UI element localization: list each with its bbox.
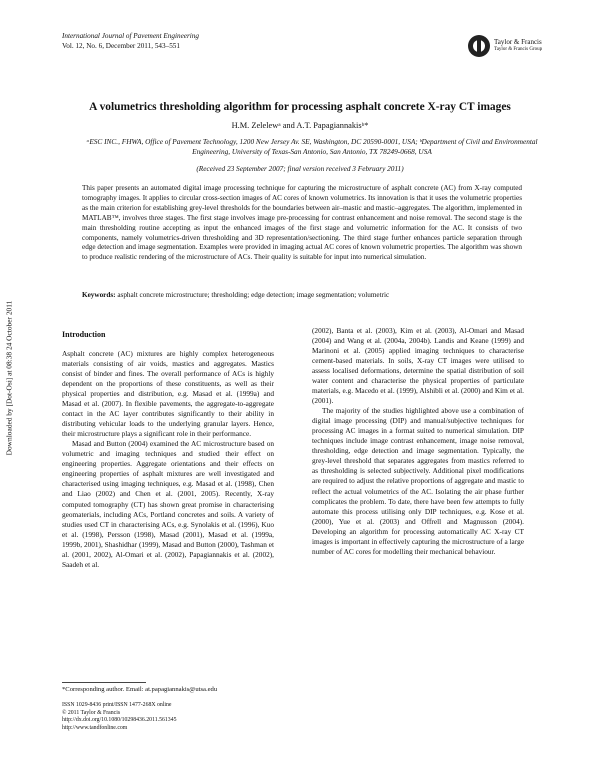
- paragraph: Asphalt concrete (AC) mixtures are highly complex heterogeneous materials consisting of air voids, mastics and aggregates. Mastics consist of binder and fines. The overall performance of ACs is highly dependent on the proportions of these constituents, as well as their physical properties and distribution, e.g. Masad et al. (1999a) and Masad et al. (2007). In flexible pavements, the aggregate-to-aggregate contact in the AC layer contributes significantly to their ability in distributing vehicular loads to the underlying granular layers. Hence, their microstructure plays a significant role in their performance.: [62, 349, 274, 439]
- copyright: © 2011 Taylor & Francis: [62, 709, 121, 716]
- keywords-list: asphalt concrete microstructure; thresholding; edge detection; image segmentation; volumetric: [117, 291, 390, 299]
- download-watermark: [2, 258, 16, 498]
- publisher-url[interactable]: http://www.tandfonline.com: [62, 724, 128, 731]
- doi-link[interactable]: http://dx.doi.org/10.1080/10298436.2011.561345: [62, 717, 177, 724]
- journal-issue: Vol. 12, No. 6, December 2011, 543–551: [62, 41, 180, 50]
- issn: ISSN 1029-8436 print/ISSN 1477-268X online: [62, 702, 172, 708]
- abstract: This paper presents an automated digital image processing technique for capturing the microstructure of asphalt concrete (AC) from X-ray computed tomography images. It applies to circular cross-section images of AC cores of known volumetrics. Its innovation is that it uses the volumetric properties as the main criterion for establishing grey-level thresholds for the boundaries between air–mastic and mastic–aggregates. The algorithm, implemented in MATLAB™, involves three stages. The first stage involves image pre-processing for contrast enhancement and noise removal. The second stage is the main thresholding routine accepting as input the enhanced images of the first stage and volumetric information for the AC. It consists of two components, namely volumetrics-driven thresholding and 3D representation/sectioning. The third stage further enhances particle separation through edge detection and image segmentation. Examples were provided in imaging actual AC cores of known volumetric properties. The algorithm was shown to produce realistic rendering of the microstructure of ACs. Their quality is suitable for input into numerical simulation.: [82, 184, 522, 262]
- publisher-logo-text: Taylor & Francis: [494, 38, 542, 46]
- article-authors: H.M. Zelelewᵃ and A.T. Papagiannakisᵇ*: [231, 121, 369, 130]
- paragraph: The majority of the studies highlighted above use a combination of digital image processing (DIP) and manual/subjective techniques for processing AC images in a format suited to numerical simulation. DIP techniques include image contrast enhancement, image noise removal, thresholding, edge detection and image segmentation. Typically, the grey-level threshold that separates aggregates from mastics referred to as thresholding is selected subjectively. Additional pixel modifications are required to adjust the relative proportions of aggregate and mastic to reflect the actual volumetrics of the AC. Isolating the air phase further complicates the problem. To date, there have been few attempts to fully automate this process utilising only DIP techniques, e.g. Kose et al. (2000), Yue et al. (2003) and Offrell and Magnusson (2004). Developing an algorithm for processing automatically AC X-ray CT images is important in effectively capturing the microstructure of a large number of AC cores for modelling their mechanical behaviour.: [312, 406, 524, 556]
- body-column-right: [312, 326, 524, 557]
- publisher-logo-icon: [468, 35, 490, 57]
- publisher-logo-subtext: Taylor & Francis Group: [494, 47, 543, 52]
- article-title: A volumetrics thresholding algorithm for processing asphalt concrete X-ray CT images: [89, 101, 511, 113]
- paragraph: (2002), Banta et al. (2003), Kim et al. (2003), Al-Omari and Masad (2004) and Wang et al. (2004a, 2004b). Landis and Keane (1999) and Marinoni et al. (2005) applied imaging techniques to characterise cement-based materials. In soils, X-ray CT images were utilised to assess localised deformations, determine the spatial distribution of soil water content and characterise the physical properties of particulate materials, e.g. Macedo et al. (1999), Alshibli et al. (2000) and Kim et al. (2001).: [312, 326, 524, 406]
- body-column-left: [62, 330, 274, 570]
- paragraph: Masad and Button (2004) examined the AC microstructure based on volumetric and imaging techniques and studied their effect on engineering properties. Aggregate orientations and their effects on engineering properties of asphalt mixtures are well investigated and characterised using imaging techniques, e.g. Masad et al. (1998), Chen and Liao (2002) and Chen et al. (2001, 2005). Recently, X-ray computed tomography (CT) has shown great promise in characterising geomaterials, including ACs, Portland concretes and soils. A variety of studies used CT in characterising ACs, e.g. Synolakis et al. (1996), Kuo et al. (1998), Persson (1998), Masad (2001), Masad et al. (1999a, 1999b, 2001), Shashidhar (1999), Masad and Button (2000), Tashman et al. (2001, 2002), Al-Omari et al. (2002), Papagiannakis et al. (2002), Saadeh et al.: [62, 439, 274, 569]
- article-affiliation: ᵃESC INC., FHWA, Office of Pavement Technology, 1200 New Jersey Av. SE, Washington, DC 20590-0001, USA; ᵇDepartment of Civil and Environmental Engineering, University of Texas-San Antonio, San Antonio, TX 78249-0668, USA: [86, 137, 538, 156]
- publication-info: [62, 702, 177, 732]
- keywords-label: Keywords:: [82, 291, 116, 299]
- download-watermark-text: Downloaded by [Dot-Osi] at 08:38 24 October 2011: [4, 300, 14, 456]
- journal-name: International Journal of Pavement Engineering: [62, 32, 199, 40]
- journal-header: [62, 32, 199, 51]
- footnote-divider: [62, 682, 146, 683]
- received-dates: (Received 23 September 2007; final version received 3 February 2011): [196, 164, 404, 173]
- publisher-logo: [468, 32, 558, 60]
- corresponding-author-footnote: *Corresponding author. Email: at.papagiannakis@utsa.edu: [62, 686, 218, 693]
- keywords: [82, 291, 522, 299]
- section-heading-introduction: Introduction: [62, 330, 106, 339]
